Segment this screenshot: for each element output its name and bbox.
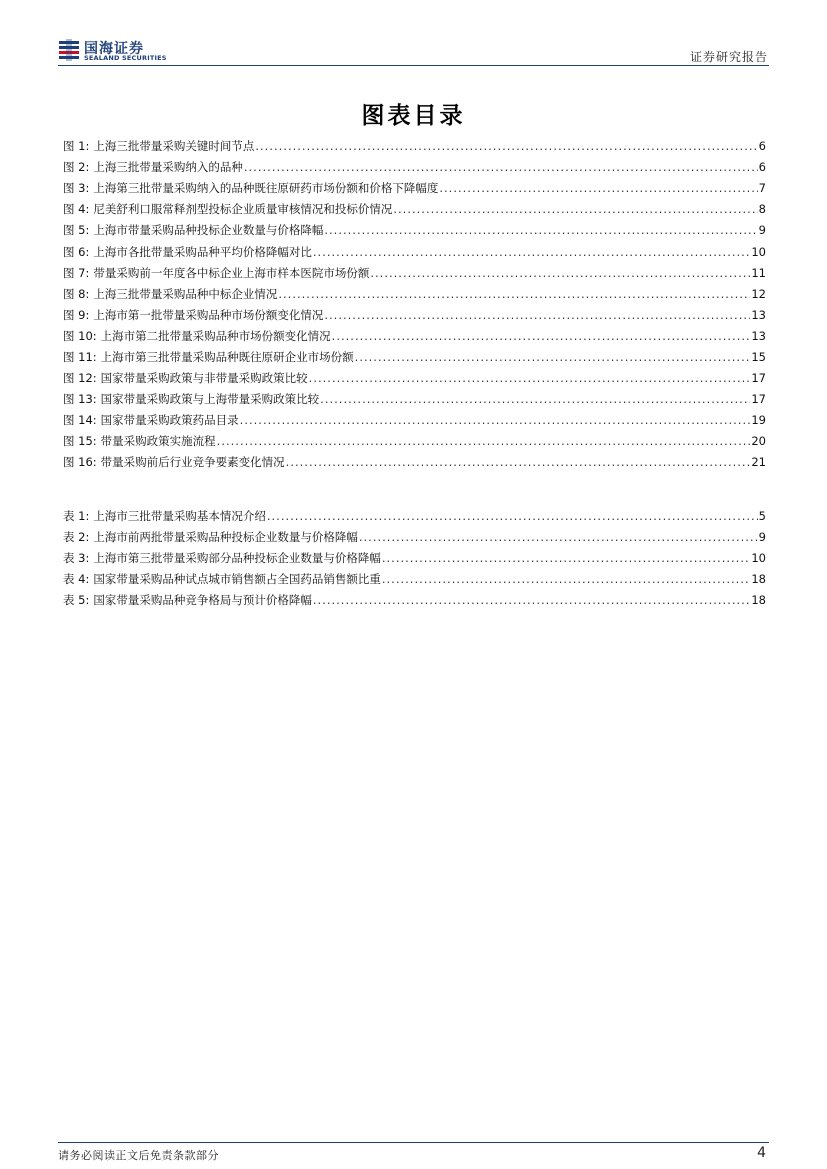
toc-dot-leader [309,368,751,389]
toc-entry-page: 19 [751,413,766,428]
toc-entry-title: 上海市三批带量采购基本情况介绍 [93,509,266,524]
toc-dot-leader [240,410,751,431]
toc-entry-title: 带量采购前后行业竞争要素变化情况 [100,455,285,470]
toc-entry-title: 带量采购政策实施流程 [100,434,216,449]
toc-entry-number: 图 5: [63,223,90,238]
toc-entry-page: 13 [751,307,766,322]
toc-entry-page: 10 [751,551,766,566]
toc-entry-page: 8 [758,202,766,217]
toc-dot-leader [286,452,751,473]
toc-entry-title: 上海市第一批带量采购品种市场份额变化情况 [93,307,324,322]
toc-entry-number: 图 13: [63,392,97,407]
toc-dot-leader [355,347,751,368]
toc-entry-title: 国家带量采购政策药品目录 [100,413,239,428]
toc-entry-page: 21 [751,455,766,470]
toc-entry-title: 上海第三批带量采购纳入的品种既往原研药市场份额和价格下降幅度 [93,181,439,196]
toc-entry-number: 图 10: [63,328,97,343]
toc-entry-number: 图 3: [63,181,90,196]
toc-entry-number: 图 15: [63,434,97,449]
toc-entry-title: 上海三批带量采购品种中标企业情况 [93,286,278,301]
footer-divider [58,1142,769,1143]
toc-dot-leader [244,157,758,178]
toc-dot-leader [370,263,750,284]
figure-toc-entry[interactable] [63,347,766,368]
toc-entry-number: 图 7: [63,265,90,280]
figure-toc-entry[interactable] [63,452,766,473]
figure-toc-entry[interactable] [63,157,766,178]
toc-dot-leader [382,569,751,590]
toc-entry-page: 9 [758,223,766,238]
toc-entry-number: 图 6: [63,244,90,259]
toc-entry-page: 10 [751,244,766,259]
toc-entry-page: 12 [751,286,766,301]
toc-entry-page: 20 [751,434,766,449]
report-type-label: 证券研究报告 [689,50,768,64]
toc-dot-leader [278,284,750,305]
toc-entry-page: 18 [751,593,766,608]
toc-entry-page: 7 [758,181,766,196]
figure-toc-entry[interactable] [63,178,766,199]
company-logo [58,38,188,64]
toc-dot-leader [332,326,751,347]
toc-entry-page: 6 [758,139,766,154]
toc-entry-number: 图 9: [63,307,90,322]
toc-entry-title: 上海市第二批带量采购品种市场份额变化情况 [100,328,331,343]
toc-entry-number: 图 2: [63,160,90,175]
toc-entry-title: 上海市第三批带量采购部分品种投标企业数量与价格降幅 [93,551,381,566]
toc-dot-leader [320,389,750,410]
toc-dot-leader [393,199,757,220]
toc-entry-title: 上海市带量采购品种投标企业数量与价格降幅 [93,223,324,238]
figure-toc-entry[interactable] [63,199,766,220]
toc-entry-page: 11 [751,265,766,280]
logo-english-name: SEALAND SECURITIES [84,54,167,62]
toc-entry-number: 图 11: [63,349,97,364]
page-number: 4 [757,1145,766,1161]
toc-entry-number: 表 5: [63,593,90,608]
figure-toc-entry[interactable] [63,136,766,157]
toc-entry-page: 5 [758,509,766,524]
figure-toc-entry[interactable] [63,368,766,389]
toc-entry-title: 国家带量采购政策与上海带量采购政策比较 [100,392,320,407]
toc-dot-leader [324,305,750,326]
toc-entry-title: 上海市第三批带量采购品种既往原研企业市场份额 [100,349,354,364]
toc-entry-title: 国家带量采购政策与非带量采购政策比较 [100,371,308,386]
page-header [0,0,827,70]
figure-toc-entry[interactable] [63,241,766,262]
toc-dot-leader [313,242,751,263]
toc-dot-leader [217,431,751,452]
toc-entry-title: 带量采购前一年度各中标企业上海市样本医院市场份额 [93,265,370,280]
toc-entry-number: 图 12: [63,371,97,386]
table-toc-entry[interactable] [63,590,766,611]
toc-entry-page: 6 [758,160,766,175]
table-toc-entry[interactable] [63,569,766,590]
toc-entry-title: 上海市前两批带量采购品种投标企业数量与价格降幅 [93,530,358,545]
table-toc-entry[interactable] [63,548,766,569]
toc-entry-number: 表 4: [63,572,90,587]
toc-entry-page: 18 [751,572,766,587]
toc-entry-title: 上海三批带量采购关键时间节点 [93,139,255,154]
toc-entry-number: 表 3: [63,551,90,566]
figure-toc-entry[interactable] [63,410,766,431]
toc-dot-leader [324,220,757,241]
figure-list [63,136,766,474]
toc-dot-leader [359,527,758,548]
toc-entry-page: 17 [751,392,766,407]
header-divider [58,65,769,66]
toc-entry-title: 上海三批带量采购纳入的品种 [93,160,243,175]
figure-toc-entry[interactable] [63,305,766,326]
toc-dot-leader [313,590,751,611]
figure-toc-entry[interactable] [63,284,766,305]
page-title: 图表目录 [361,103,466,129]
toc-dot-leader [382,548,751,569]
toc-entry-number: 图 14: [63,413,97,428]
toc-entry-title: 尼美舒利口服常释剂型投标企业质量审核情况和投标价情况 [93,202,393,217]
toc-entry-page: 17 [751,371,766,386]
figure-toc-entry[interactable] [63,326,766,347]
toc-entry-page: 15 [751,349,766,364]
table-list [63,506,766,611]
toc-dot-leader [255,136,757,157]
disclaimer-text: 请务必阅读正文后免责条款部分 [58,1149,219,1162]
logo-chinese-name: 国海证券 [84,41,144,57]
figure-toc-entry[interactable] [63,431,766,452]
figure-toc-entry[interactable] [63,389,766,410]
figure-toc-entry[interactable] [63,263,766,284]
table-toc-entry[interactable] [63,527,766,548]
toc-dot-leader [267,506,758,527]
toc-entry-number: 图 16: [63,455,97,470]
sealand-logo-icon [58,38,80,62]
toc-entry-page: 13 [751,328,766,343]
toc-entry-page: 9 [758,530,766,545]
toc-entry-number: 图 4: [63,202,90,217]
toc-entry-number: 图 1: [63,139,90,154]
toc-entry-number: 表 1: [63,509,90,524]
toc-dot-leader [439,178,757,199]
toc-entry-title: 上海市各批带量采购品种平均价格降幅对比 [93,244,312,259]
toc-entry-number: 图 8: [63,286,90,301]
toc-entry-title: 国家带量采购品种竞争格局与预计价格降幅 [93,593,312,608]
table-toc-entry[interactable] [63,506,766,527]
toc-entry-title: 国家带量采购品种试点城市销售额占全国药品销售额比重 [93,572,381,587]
figure-toc-entry[interactable] [63,220,766,241]
toc-entry-number: 表 2: [63,530,90,545]
